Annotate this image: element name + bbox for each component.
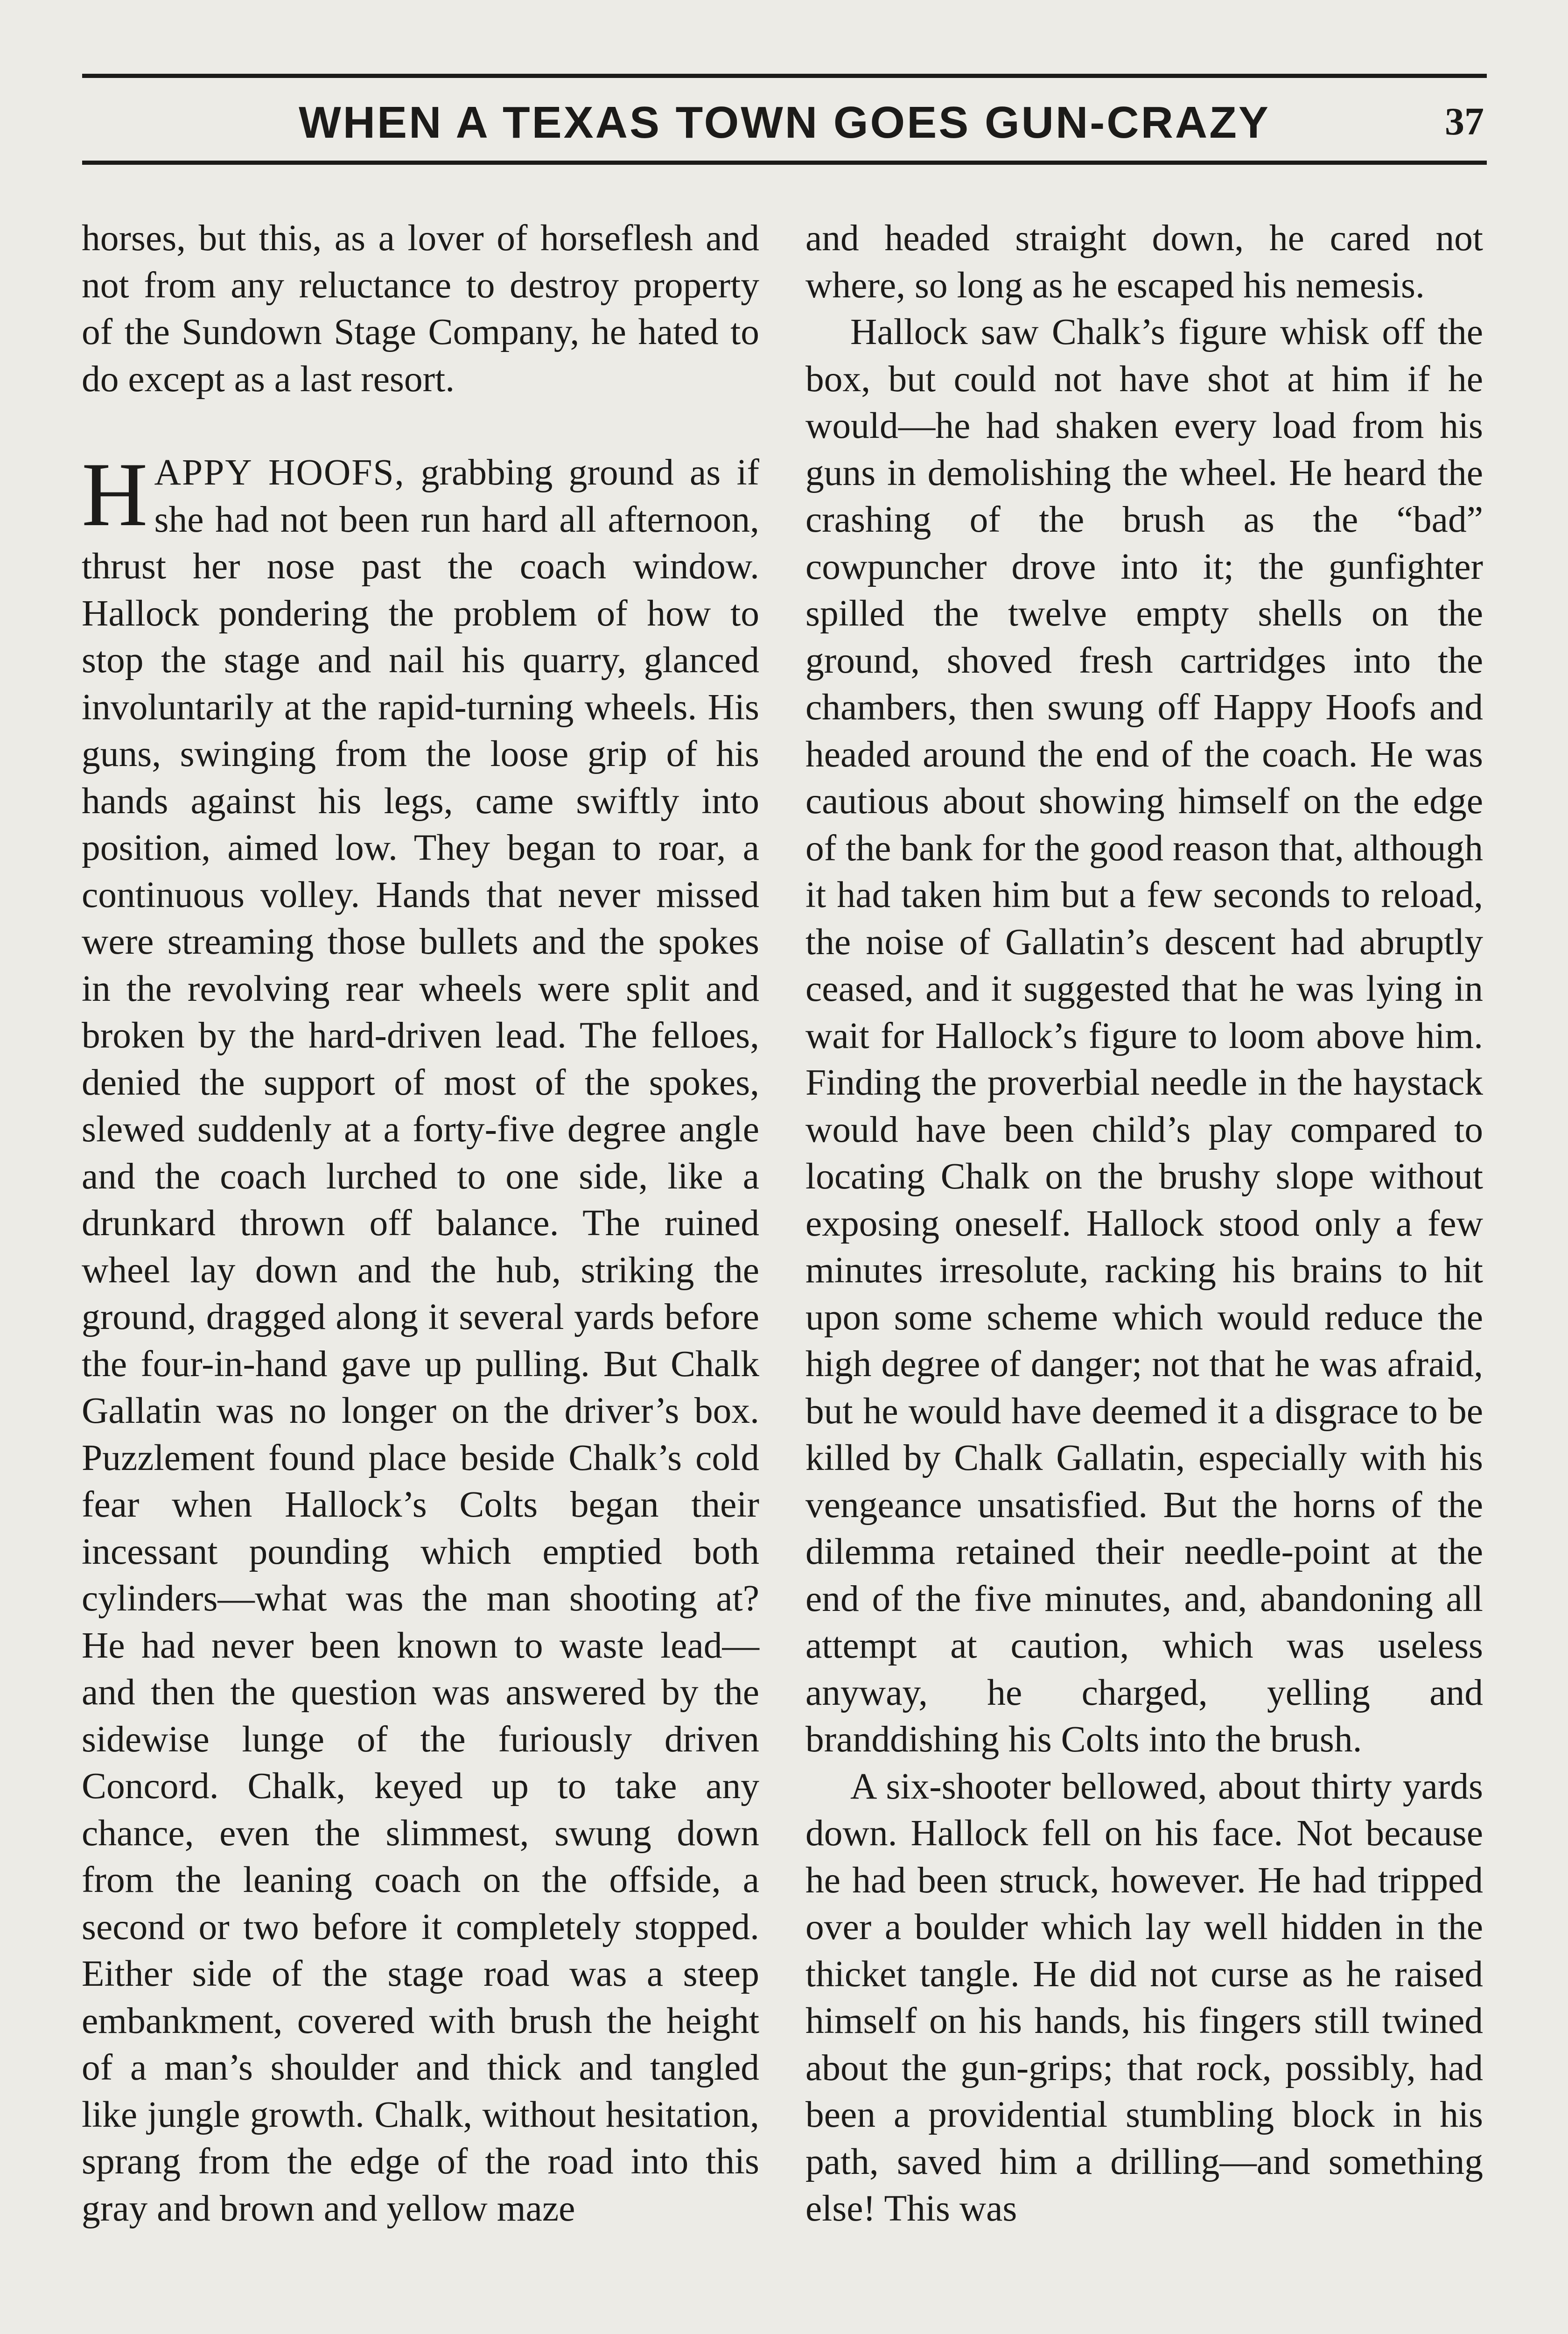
paragraph: A six-shooter bellowed, about thirty yards down. Hallock fell on his face. Not because he had been struck, however. He had tripped over a boulder which lay well hidden in the thicket tangle. He did not curse as he raised himself on his hands, his fingers still twined about the gun-grips; that rock, possibly, had been a providential stumbling block in his path, saved him a drilling—and something else! This was: [805, 1765, 1483, 2229]
story-title: WHEN A TEXAS TOWN GOES GUN-CRAZY: [299, 98, 1270, 148]
page-number: 37: [1445, 100, 1484, 143]
running-header: [82, 74, 1487, 165]
right-column: [805, 215, 1483, 2232]
paragraph: and headed straight down, he cared not where, so long as he escaped his nemesis.: [805, 218, 1483, 306]
paragraph: Hallock saw Chalk’s figure whisk off the box, but could not have shot at him if he would—he had shaken every load from his guns in demolishing the wheel. He heard the crashing of the brush as the “bad” cowpuncher drove into it; the gunfighter spilled the twelve empty shells on the ground, shoved fresh cartridges into the chambers, then swung off Happy Hoofs and headed around the end of the coach. He was cautious about showing himself on the edge of the bank for the good reason that, although it had taken him but a few seconds to reload, the noise of Gallatin’s descent had abruptly ceased, and it suggested that he was lying in wait for Hallock’s figure to loom above him. Finding the proverbial needle in the haystack would have been child’s play compared to locating Chalk on the brushy slope without exposing oneself. Hallock stood only a few minutes irresolute, racking his brains to hit upon some scheme which would reduce the high degree of danger; not that he was afraid, but he would have deemed it a disgrace to be killed by Chalk Gallatin, especially with his vengeance unsatisfied. But the horns of the dilemma retained their needle-point at the end of the five minutes, and, abandoning all attempt at caution, which was useless anyway, he charged, yelling and branddishing his Colts into the brush.: [805, 311, 1483, 1760]
paragraph-text: grabbing ground as if she had not been run hard all afternoon, thrust her nose past the coach window. Hallock pondering the problem of how to stop the stage and nail his quarry, glanced involuntarily at the rapid-turning wheels. His guns, swinging from the loose grip of his hands against his legs, came swiftly into position, aimed low. They began to roar, a continuous volley. Hands that never missed were streaming those bullets and the spokes in the revolving rear wheels were split and broken by the hard-driven lead. The felloes, denied the support of most of the spokes, slewed suddenly at a forty-five degree angle and the coach lurched to one side, like a drunkard thrown off balance. The ruined wheel lay down and the hub, striking the ground, dragged along it several yards before the four-in-hand gave up pulling. But Chalk Gallatin was no longer on the driver’s box. Puzzlement found place beside Chalk’s cold fear when Hallock’s Colts began their incessant pounding which emptied both cylinders—what was the man shooting at? He had never been known to waste lead—and then the question was answered by the sidewise lunge of the furiously driven Concord. Chalk, keyed up to take any chance, even the slimmest, swung down from the leaning coach on the offside, a second or two before it completely stopped. Either side of the stage road was a steep embankment, covered with brush the height of a man’s shoulder and thick and tangled like jungle growth. Chalk, without hesitation, sprang from the edge of the road into this gray and brown and yellow maze: [82, 452, 760, 2229]
left-column: [82, 215, 759, 2232]
small-caps-lead: APPY HOOFS,: [154, 452, 405, 493]
paragraph: horses, but this, as a lover of horseflesh and not from any reluctance to destroy property of the Sundown Stage Company, he hated to do except as a last resort.: [82, 218, 759, 400]
paragraph-with-dropcap: [82, 444, 760, 2232]
drop-cap: H: [82, 444, 148, 545]
